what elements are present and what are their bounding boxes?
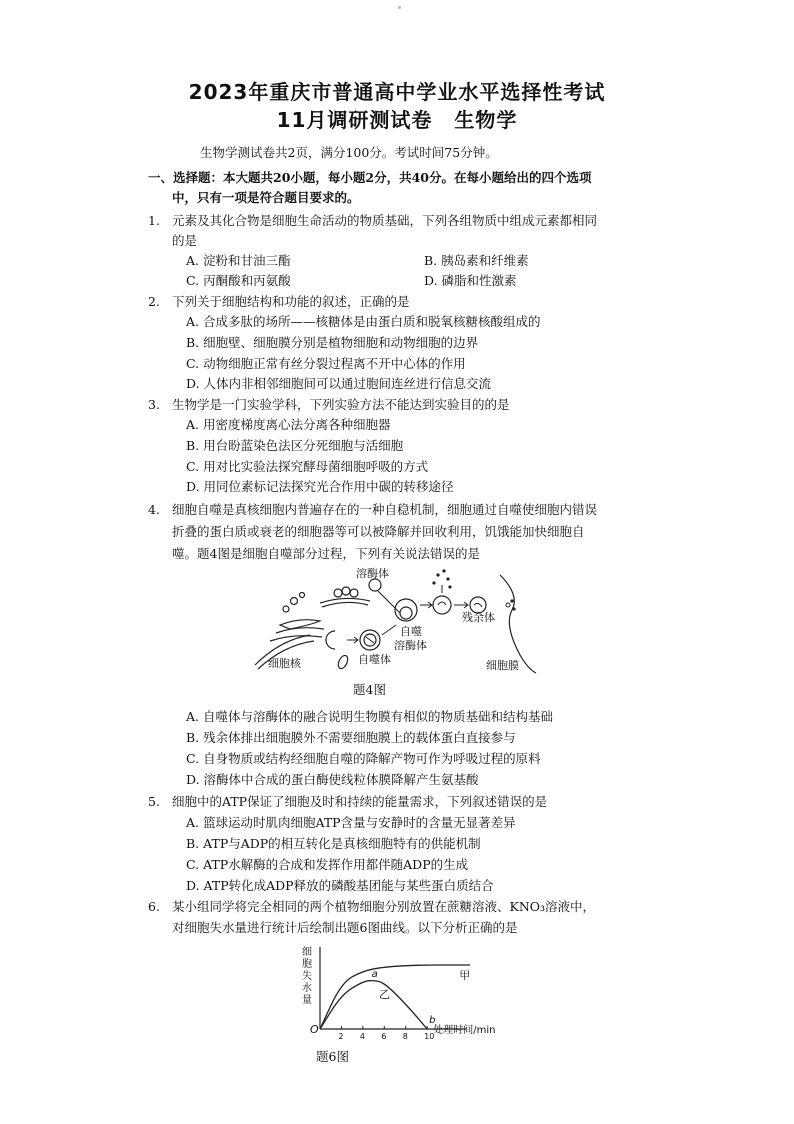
- x-tick-label: 10: [424, 1032, 435, 1041]
- question-stem: 对细胞失水量进行统计后绘制出题6图曲线。以下分析正确的是: [172, 920, 518, 935]
- question-stem: 生物学是一门实验学科，下列实验方法不能达到实验目的的是: [172, 397, 510, 412]
- question-number: 3.: [148, 397, 160, 412]
- option-a: A. 用密度梯度离心法分离各种细胞器: [186, 417, 391, 432]
- exam-intro: 生物学测试卷共2页，满分100分。考试时间75分钟。: [200, 145, 498, 160]
- x-tick-label: 4: [359, 1032, 365, 1041]
- label-autolysosome-2: 溶酶体: [394, 639, 427, 652]
- y-axis-label-char: 水: [302, 983, 312, 994]
- curve-jia-label: 甲: [459, 968, 471, 982]
- option-d: D. 溶酶体中合成的蛋白酶使线粒体膜降解产生氨基酸: [186, 772, 479, 787]
- question-stem: 细胞中的ATP保证了细胞及时和持续的能量需求，下列叙述错误的是: [172, 794, 548, 809]
- question-stem: 的是: [172, 233, 198, 248]
- question-stem: 元素及其化合物是细胞生命活动的物质基础，下列各组物质中组成元素都相同: [172, 213, 598, 228]
- question-stem: 噬。题4图是细胞自噬部分过程，下列有关说法错误的是: [172, 546, 480, 561]
- question-number: 1.: [148, 213, 160, 228]
- option-d: D. 人体内非相邻细胞间可以通过胞间连丝进行信息交流: [186, 376, 492, 391]
- point-a-label: a: [371, 969, 378, 981]
- y-axis-label: [302, 946, 312, 1006]
- option-a: A. 篮球运动时肌肉细胞ATP含量与安静时的含量无显著差异: [186, 815, 516, 830]
- y-axis-label-char: 量: [302, 995, 312, 1006]
- x-axis-label: 处理时间/min: [433, 1025, 496, 1036]
- label-residual-body: 残余体: [462, 611, 495, 624]
- option-c: C. 用对比实验法探究酵母菌细胞呼吸的方式: [186, 459, 429, 474]
- label-autophagosome: 自噬体: [358, 653, 391, 666]
- option-b: B. 残余体排出细胞膜外不需要细胞膜上的载体蛋白直接参与: [186, 730, 516, 745]
- option-b: B. 用台盼蓝染色法区分死细胞与活细胞: [186, 438, 404, 453]
- exam-subtitle: [0, 104, 794, 133]
- option-a: A. 淀粉和甘油三酯: [186, 253, 291, 268]
- question-stem: 细胞自噬是真核细胞内普遍存在的一种自稳机制，细胞通过自噬使细胞内错误: [172, 502, 598, 517]
- question-number: 5.: [148, 794, 160, 809]
- x-tick-label: 6: [381, 1032, 387, 1041]
- figure-6-chart: [296, 945, 536, 1045]
- option-c: C. 动物细胞正常有丝分裂过程离不开中心体的作用: [186, 356, 466, 371]
- question-number: 2.: [148, 294, 160, 309]
- curve-yi-label: 乙: [378, 988, 390, 1002]
- figure-4-autophagy-diagram: [250, 565, 560, 675]
- option-d: D. 磷脂和性激素: [424, 273, 517, 288]
- curve-yi: [320, 981, 427, 1029]
- option-a: A. 合成多肽的场所——核糖体是由蛋白质和脱氧核糖核酸组成的: [186, 314, 541, 329]
- figure-6-caption: 题6图: [316, 1049, 349, 1064]
- option-c: C. 自身物质或结构经细胞自噬的降解产物可作为呼吸过程的原料: [186, 751, 541, 766]
- y-axis-label-char: 胞: [302, 959, 312, 970]
- option-d: D. 用同位素标记法探究光合作用中碳的转移途径: [186, 479, 454, 494]
- question-stem: 折叠的蛋白质或衰老的细胞器等可以被降解并回收利用，饥饿能加快细胞自: [172, 524, 585, 539]
- label-nucleus: 细胞核: [268, 657, 301, 670]
- label-autolysosome-1: 自噬: [400, 625, 422, 638]
- option-a: A. 自噬体与溶酶体的融合说明生物膜有相似的物质基础和结构基础: [186, 709, 553, 724]
- section-heading-line1: 一、选择题：本大题共20小题，每小题2分，共40分。在每小题给出的四个选项: [148, 170, 592, 185]
- option-b: B. 胰岛素和纤维素: [424, 253, 529, 268]
- y-axis-label-char: 细: [302, 947, 312, 958]
- exam-subtitle-part1: 11月调研测试卷: [276, 108, 433, 132]
- x-tick-label: 2: [338, 1032, 344, 1041]
- x-tick-label: 8: [402, 1032, 408, 1041]
- question-stem: 下列关于细胞结构和功能的叙述，正确的是: [172, 294, 410, 309]
- origin-label: O: [310, 1023, 319, 1036]
- section-heading-line2: 中，只有一项是符合题目要求的。: [172, 190, 360, 205]
- y-axis-label-char: 失: [302, 971, 312, 982]
- point-b-label: b: [429, 1015, 436, 1026]
- figure-4-caption: 题4图: [353, 682, 386, 697]
- option-c: C. 丙酮酸和丙氨酸: [186, 273, 291, 288]
- label-lysosome: 溶酶体: [356, 567, 389, 580]
- exam-title: 2023年重庆市普通高中学业水平选择性考试: [188, 80, 606, 104]
- option-d: D. ATP转化成ADP释放的磷酸基团能与某些蛋白质结合: [186, 878, 494, 893]
- scan-speck: [398, 6, 401, 9]
- option-b: B. ATP与ADP的相互转化是真核细胞特有的供能机制: [186, 836, 481, 851]
- question-number: 6.: [148, 899, 160, 914]
- question-stem: 某小组同学将完全相同的两个植物细胞分别放置在蔗糖溶液、KNO₃溶液中，: [172, 899, 596, 914]
- exam-subtitle-part2: 生物学: [454, 108, 518, 132]
- option-c: C. ATP水解酶的合成和发挥作用都伴随ADP的生成: [186, 857, 469, 872]
- option-b: B. 细胞壁、细胞膜分别是植物细胞和动物细胞的边界: [186, 335, 479, 350]
- label-cell-membrane: 细胞膜: [486, 659, 519, 672]
- question-number: 4.: [148, 502, 160, 517]
